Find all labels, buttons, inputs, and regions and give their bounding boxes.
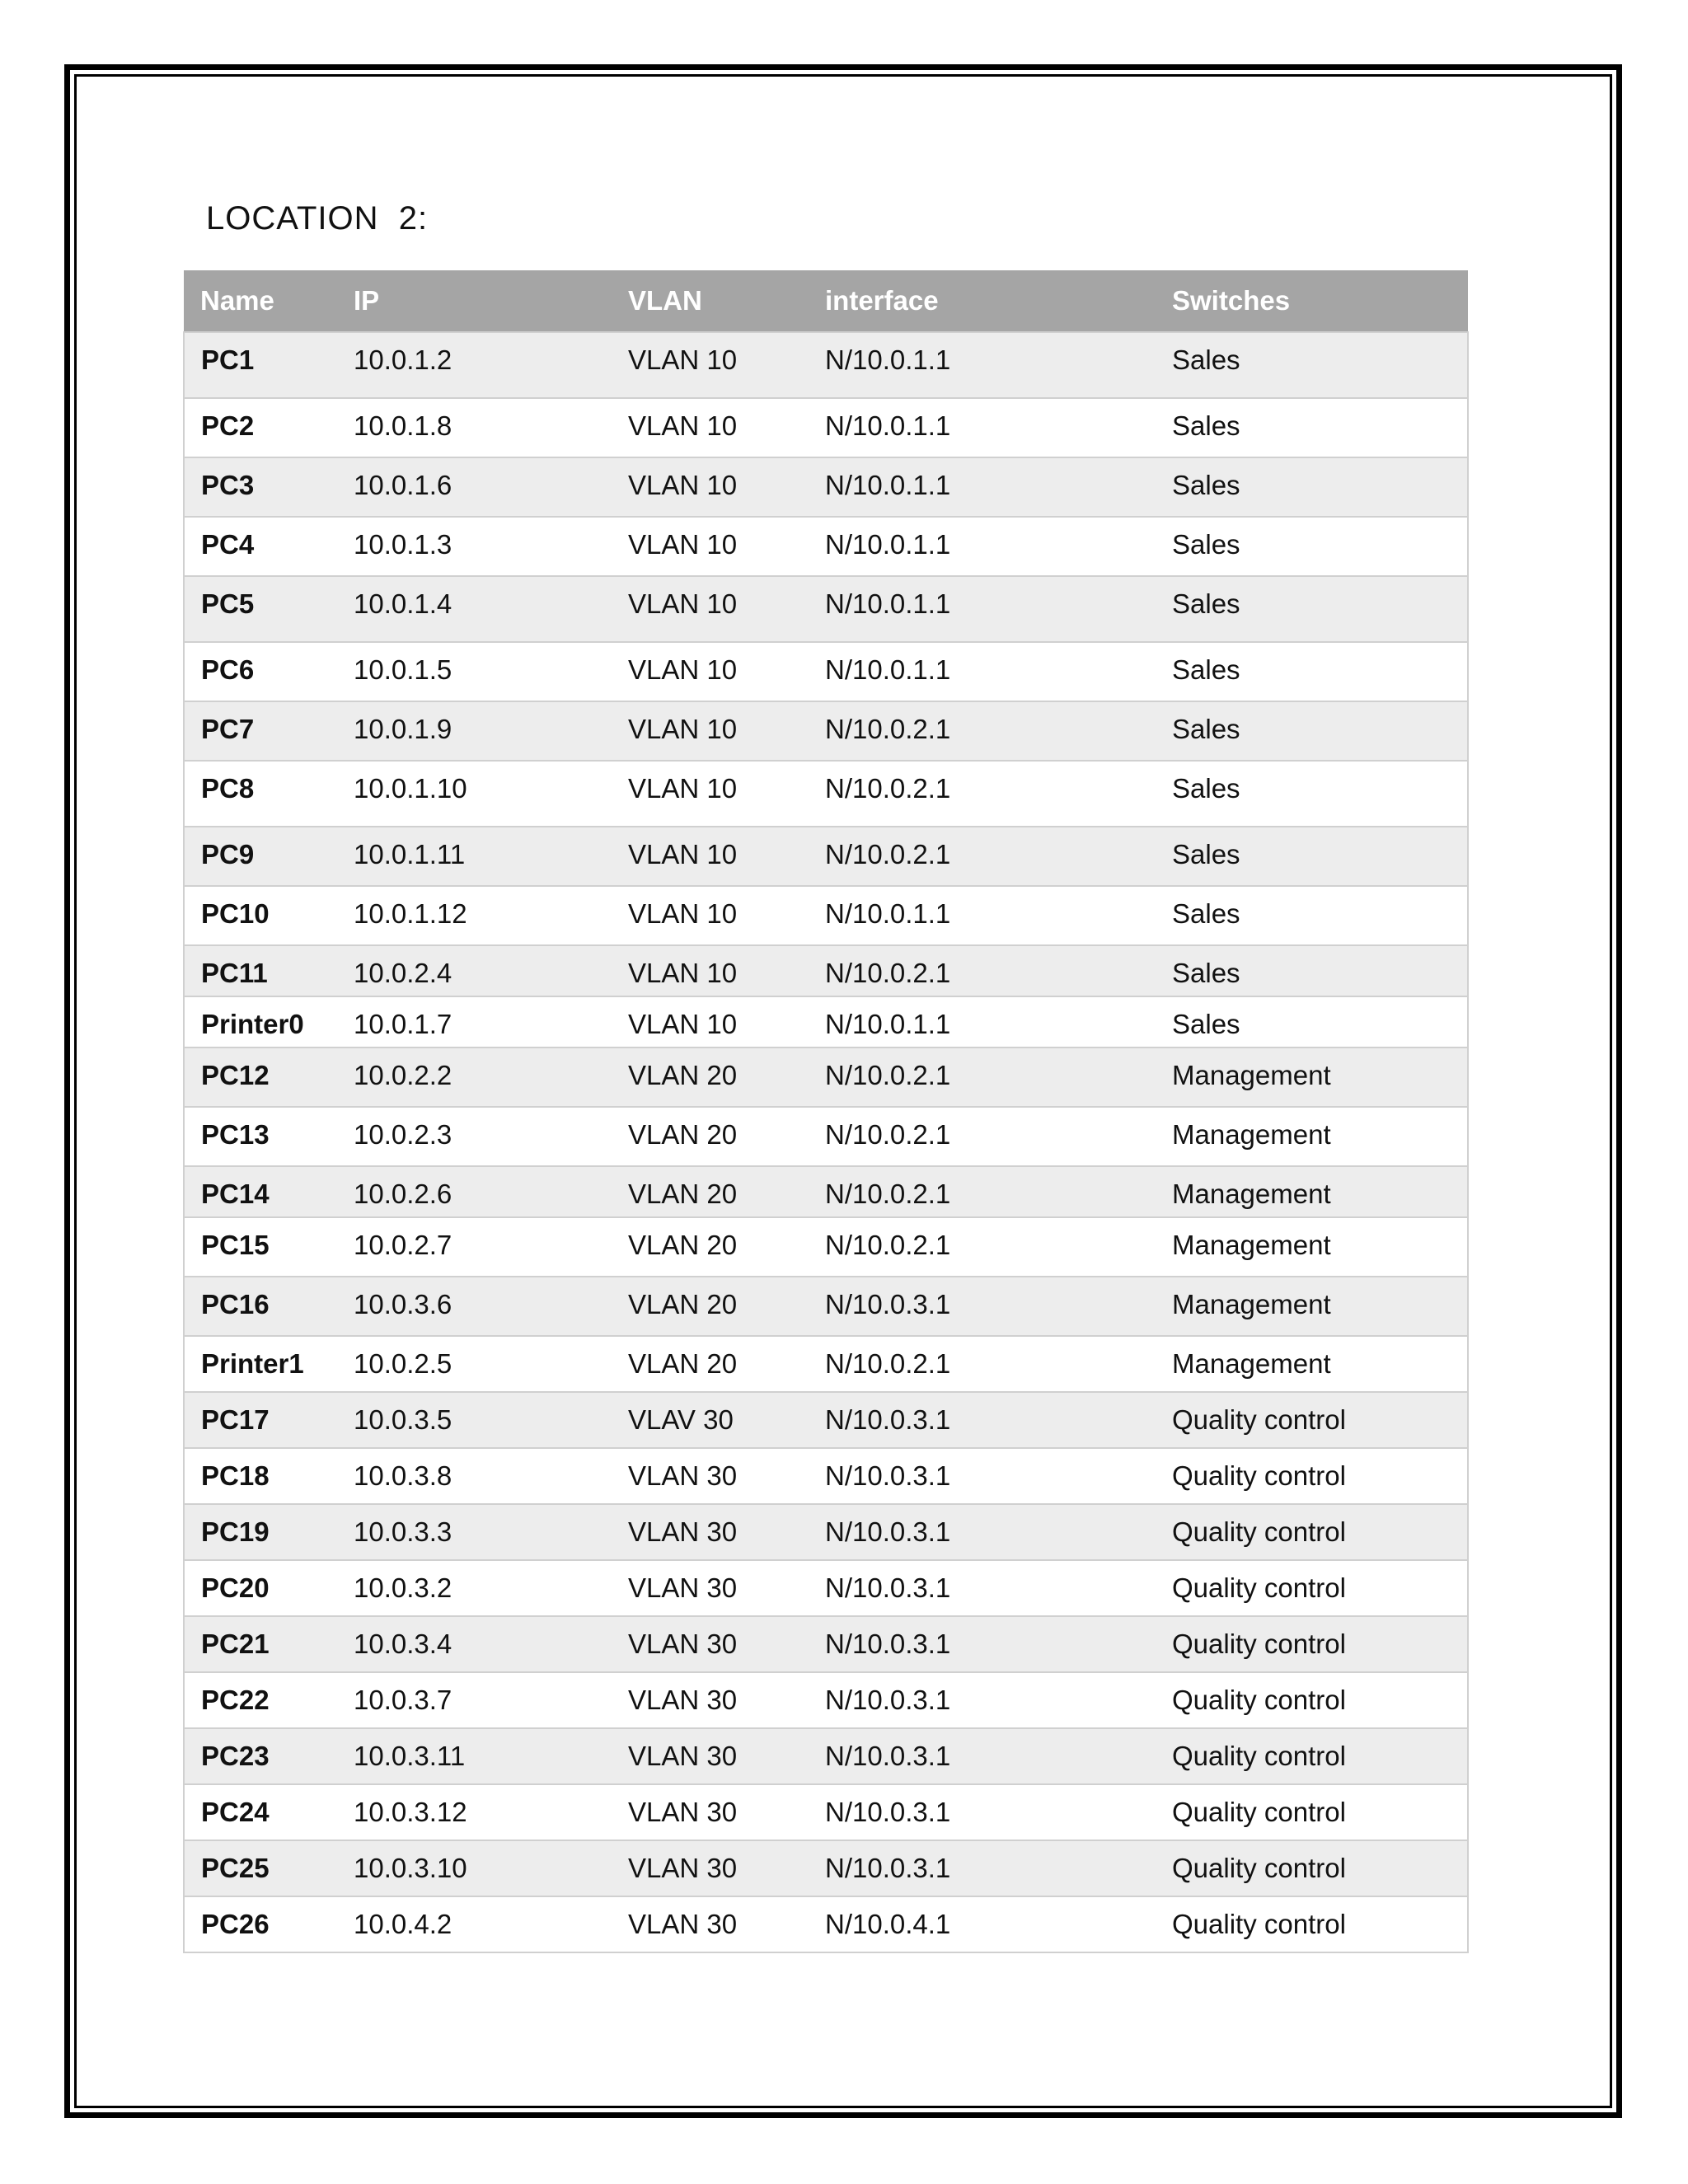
table-row: [184, 1504, 1468, 1560]
table-row: [184, 457, 1468, 517]
table-row: [184, 642, 1468, 701]
cell-ip: 10.0.3.7: [337, 1672, 612, 1728]
cell-switch: Sales: [1156, 996, 1468, 1047]
table-row: [184, 1277, 1468, 1336]
cell-name: PC11: [184, 945, 337, 996]
cell-switch: Sales: [1156, 701, 1468, 761]
cell-interface: N/10.0.2.1: [809, 827, 1156, 886]
cell-switch: Quality control: [1156, 1504, 1468, 1560]
cell-interface: N/10.0.3.1: [809, 1277, 1156, 1336]
cell-vlan: VLAN 30: [612, 1840, 809, 1896]
column-header-switches: Switches: [1156, 270, 1468, 332]
cell-switch: Management: [1156, 1277, 1468, 1336]
table-row: [184, 701, 1468, 761]
cell-switch: Sales: [1156, 332, 1468, 398]
cell-interface: N/10.0.2.1: [809, 945, 1156, 996]
cell-name: PC26: [184, 1896, 337, 1952]
cell-vlan: VLAN 10: [612, 945, 809, 996]
cell-interface: N/10.0.2.1: [809, 1336, 1156, 1392]
cell-interface: N/10.0.3.1: [809, 1672, 1156, 1728]
cell-ip: 10.0.1.4: [337, 576, 612, 642]
cell-interface: N/10.0.1.1: [809, 517, 1156, 576]
cell-vlan: VLAN 20: [612, 1277, 809, 1336]
cell-name: PC1: [184, 332, 337, 398]
cell-ip: 10.0.3.3: [337, 1504, 612, 1560]
column-header-interface: interface: [809, 270, 1156, 332]
cell-ip: 10.0.3.6: [337, 1277, 612, 1336]
table-row: [184, 761, 1468, 827]
table-row: [184, 576, 1468, 642]
cell-switch: Sales: [1156, 457, 1468, 517]
cell-interface: N/10.0.1.1: [809, 996, 1156, 1047]
cell-switch: Sales: [1156, 945, 1468, 996]
cell-interface: N/10.0.2.1: [809, 1047, 1156, 1107]
cell-interface: N/10.0.3.1: [809, 1616, 1156, 1672]
cell-name: Printer0: [184, 996, 337, 1047]
cell-vlan: VLAN 10: [612, 642, 809, 701]
cell-switch: Quality control: [1156, 1896, 1468, 1952]
cell-name: PC21: [184, 1616, 337, 1672]
cell-ip: 10.0.3.4: [337, 1616, 612, 1672]
cell-name: PC25: [184, 1840, 337, 1896]
cell-switch: Quality control: [1156, 1560, 1468, 1616]
cell-ip: 10.0.3.12: [337, 1784, 612, 1840]
table-row: [184, 1217, 1468, 1277]
table-row: [184, 945, 1468, 996]
cell-switch: Quality control: [1156, 1448, 1468, 1504]
cell-switch: Management: [1156, 1047, 1468, 1107]
table-row: [184, 827, 1468, 886]
cell-vlan: VLAN 30: [612, 1448, 809, 1504]
table-row: [184, 996, 1468, 1047]
cell-name: Printer1: [184, 1336, 337, 1392]
cell-interface: N/10.0.2.1: [809, 701, 1156, 761]
cell-ip: 10.0.2.6: [337, 1166, 612, 1217]
cell-switch: Sales: [1156, 398, 1468, 457]
cell-interface: N/10.0.1.1: [809, 642, 1156, 701]
cell-interface: N/10.0.2.1: [809, 1166, 1156, 1217]
cell-name: PC18: [184, 1448, 337, 1504]
cell-vlan: VLAN 10: [612, 886, 809, 945]
cell-name: PC5: [184, 576, 337, 642]
cell-name: PC15: [184, 1217, 337, 1277]
cell-interface: N/10.0.1.1: [809, 457, 1156, 517]
cell-name: PC7: [184, 701, 337, 761]
cell-switch: Sales: [1156, 761, 1468, 827]
cell-vlan: VLAN 30: [612, 1784, 809, 1840]
table-row: [184, 517, 1468, 576]
cell-ip: 10.0.3.5: [337, 1392, 612, 1448]
cell-name: PC23: [184, 1728, 337, 1784]
cell-name: PC24: [184, 1784, 337, 1840]
cell-ip: 10.0.1.9: [337, 701, 612, 761]
cell-vlan: VLAN 10: [612, 517, 809, 576]
cell-name: PC17: [184, 1392, 337, 1448]
cell-vlan: VLAN 30: [612, 1672, 809, 1728]
cell-name: PC22: [184, 1672, 337, 1728]
cell-ip: 10.0.2.4: [337, 945, 612, 996]
cell-vlan: VLAN 10: [612, 996, 809, 1047]
device-table: [183, 270, 1469, 1953]
cell-interface: N/10.0.1.1: [809, 398, 1156, 457]
table-row: [184, 1896, 1468, 1952]
cell-switch: Quality control: [1156, 1672, 1468, 1728]
column-header-ip: IP: [337, 270, 612, 332]
cell-ip: 10.0.2.2: [337, 1047, 612, 1107]
page-title: LOCATION 2:: [206, 200, 429, 237]
cell-switch: Management: [1156, 1107, 1468, 1166]
cell-ip: 10.0.1.7: [337, 996, 612, 1047]
cell-ip: 10.0.1.5: [337, 642, 612, 701]
cell-ip: 10.0.1.2: [337, 332, 612, 398]
cell-interface: N/10.0.3.1: [809, 1392, 1156, 1448]
cell-name: PC19: [184, 1504, 337, 1560]
cell-vlan: VLAN 20: [612, 1336, 809, 1392]
table-row: [184, 1840, 1468, 1896]
cell-interface: N/10.0.1.1: [809, 332, 1156, 398]
cell-vlan: VLAN 10: [612, 576, 809, 642]
table-row: [184, 1166, 1468, 1217]
cell-switch: Sales: [1156, 642, 1468, 701]
cell-ip: 10.0.1.3: [337, 517, 612, 576]
cell-name: PC20: [184, 1560, 337, 1616]
cell-name: PC9: [184, 827, 337, 886]
column-header-vlan: VLAN: [612, 270, 809, 332]
cell-ip: 10.0.1.11: [337, 827, 612, 886]
cell-ip: 10.0.3.10: [337, 1840, 612, 1896]
cell-name: PC13: [184, 1107, 337, 1166]
cell-ip: 10.0.1.8: [337, 398, 612, 457]
cell-name: PC6: [184, 642, 337, 701]
cell-interface: N/10.0.3.1: [809, 1728, 1156, 1784]
cell-interface: N/10.0.3.1: [809, 1784, 1156, 1840]
cell-switch: Sales: [1156, 886, 1468, 945]
cell-vlan: VLAN 30: [612, 1560, 809, 1616]
cell-ip: 10.0.2.3: [337, 1107, 612, 1166]
cell-ip: 10.0.2.7: [337, 1217, 612, 1277]
table-row: [184, 1728, 1468, 1784]
cell-vlan: VLAN 20: [612, 1217, 809, 1277]
cell-name: PC14: [184, 1166, 337, 1217]
cell-interface: N/10.0.3.1: [809, 1560, 1156, 1616]
table-row: [184, 1448, 1468, 1504]
cell-name: PC8: [184, 761, 337, 827]
table-row: [184, 886, 1468, 945]
cell-switch: Management: [1156, 1217, 1468, 1277]
cell-interface: N/10.0.1.1: [809, 576, 1156, 642]
cell-switch: Management: [1156, 1336, 1468, 1392]
table-row: [184, 398, 1468, 457]
cell-switch: Sales: [1156, 827, 1468, 886]
cell-ip: 10.0.1.12: [337, 886, 612, 945]
cell-name: PC10: [184, 886, 337, 945]
table-row: [184, 1616, 1468, 1672]
table-row: [184, 1560, 1468, 1616]
cell-ip: 10.0.3.11: [337, 1728, 612, 1784]
cell-ip: 10.0.3.8: [337, 1448, 612, 1504]
cell-switch: Quality control: [1156, 1840, 1468, 1896]
cell-ip: 10.0.3.2: [337, 1560, 612, 1616]
cell-vlan: VLAN 20: [612, 1166, 809, 1217]
table-row: [184, 1392, 1468, 1448]
cell-switch: Quality control: [1156, 1392, 1468, 1448]
cell-vlan: VLAV 30: [612, 1392, 809, 1448]
cell-interface: N/10.0.3.1: [809, 1504, 1156, 1560]
cell-name: PC2: [184, 398, 337, 457]
cell-vlan: VLAN 20: [612, 1107, 809, 1166]
cell-interface: N/10.0.2.1: [809, 1217, 1156, 1277]
cell-vlan: VLAN 30: [612, 1504, 809, 1560]
cell-vlan: VLAN 10: [612, 332, 809, 398]
cell-interface: N/10.0.1.1: [809, 886, 1156, 945]
column-header-name: Name: [184, 270, 337, 332]
cell-vlan: VLAN 10: [612, 827, 809, 886]
cell-ip: 10.0.1.10: [337, 761, 612, 827]
cell-switch: Management: [1156, 1166, 1468, 1217]
cell-vlan: VLAN 30: [612, 1728, 809, 1784]
cell-ip: 10.0.4.2: [337, 1896, 612, 1952]
cell-switch: Quality control: [1156, 1728, 1468, 1784]
cell-vlan: VLAN 10: [612, 761, 809, 827]
cell-vlan: VLAN 10: [612, 457, 809, 517]
cell-interface: N/10.0.2.1: [809, 1107, 1156, 1166]
table-row: [184, 1672, 1468, 1728]
cell-switch: Quality control: [1156, 1616, 1468, 1672]
cell-interface: N/10.0.3.1: [809, 1840, 1156, 1896]
cell-name: PC4: [184, 517, 337, 576]
cell-interface: N/10.0.3.1: [809, 1448, 1156, 1504]
cell-vlan: VLAN 10: [612, 701, 809, 761]
cell-ip: 10.0.1.6: [337, 457, 612, 517]
table-header: [184, 270, 1468, 332]
cell-switch: Sales: [1156, 517, 1468, 576]
cell-name: PC12: [184, 1047, 337, 1107]
table-body: [184, 332, 1468, 1952]
cell-interface: N/10.0.4.1: [809, 1896, 1156, 1952]
table-row: [184, 332, 1468, 398]
table-row: [184, 1047, 1468, 1107]
cell-vlan: VLAN 20: [612, 1047, 809, 1107]
cell-name: PC3: [184, 457, 337, 517]
table-header-row: [184, 270, 1468, 332]
cell-switch: Quality control: [1156, 1784, 1468, 1840]
table-row: [184, 1336, 1468, 1392]
cell-vlan: VLAN 30: [612, 1616, 809, 1672]
cell-switch: Sales: [1156, 576, 1468, 642]
cell-vlan: VLAN 10: [612, 398, 809, 457]
table-row: [184, 1784, 1468, 1840]
cell-ip: 10.0.2.5: [337, 1336, 612, 1392]
table-row: [184, 1107, 1468, 1166]
cell-interface: N/10.0.2.1: [809, 761, 1156, 827]
cell-vlan: VLAN 30: [612, 1896, 809, 1952]
cell-name: PC16: [184, 1277, 337, 1336]
